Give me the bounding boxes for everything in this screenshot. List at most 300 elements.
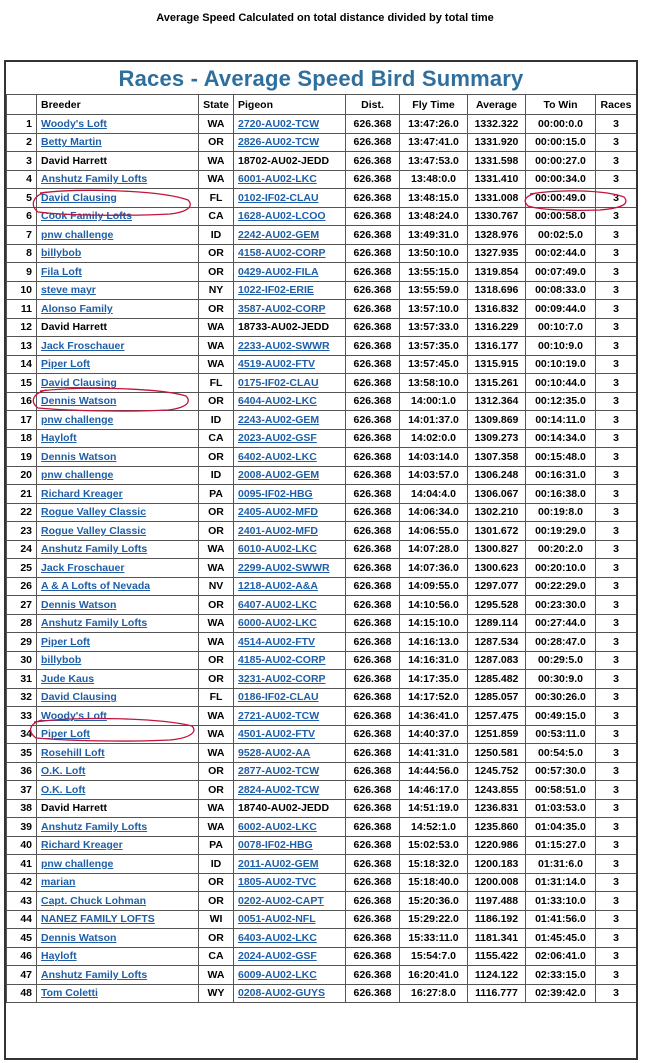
breeder-link[interactable]: Rogue Valley Classic: [41, 524, 147, 537]
rank-cell: 2: [26, 136, 32, 149]
dist-cell: [346, 688, 400, 707]
fly-time-cell: [400, 115, 468, 134]
average-cell: [468, 707, 526, 726]
to-win-cell: 00:16:31.0: [535, 469, 586, 482]
pigeon-link[interactable]: 2023-AU02-GSF: [238, 432, 317, 445]
state-cell: NY: [208, 284, 224, 297]
table-row: [7, 300, 637, 319]
breeder-link[interactable]: O.K. Loft: [41, 783, 86, 796]
breeder-link[interactable]: Dennis Watson: [41, 598, 117, 611]
dist-cell: [346, 189, 400, 208]
table-row: [7, 263, 637, 282]
races-cell: [596, 392, 637, 411]
races-cell: [596, 818, 637, 837]
pigeon-cell: [234, 318, 346, 337]
table-row: [7, 411, 637, 430]
breeder-link[interactable]: Rogue Valley Classic: [41, 506, 147, 519]
pigeon-link[interactable]: 0208-AU02-GUYS: [238, 987, 325, 1000]
dist-cell: [346, 429, 400, 448]
races-cell: 3: [613, 247, 619, 260]
pigeon-link[interactable]: 6001-AU02-LKC: [238, 173, 317, 186]
races-cell: [596, 744, 637, 763]
breeder-link[interactable]: O.K. Loft: [41, 765, 86, 778]
state-cell: OR: [208, 395, 224, 408]
pigeon-cell: [234, 892, 346, 911]
races-cell: [596, 355, 637, 374]
breeder-cell: [37, 966, 199, 985]
average-cell: 1250.581: [474, 746, 519, 759]
dist-cell: [346, 281, 400, 300]
pigeon-link[interactable]: 4501-AU02-FTV: [238, 728, 316, 741]
breeder-link[interactable]: Jack Froschauer: [41, 339, 125, 352]
to-win-cell: [526, 799, 596, 818]
pigeon-link[interactable]: 2024-AU02-GSF: [238, 950, 317, 963]
average-cell: 1243.855: [474, 783, 519, 796]
table-row: [7, 392, 637, 411]
state-cell: [199, 337, 234, 356]
state-cell: FL: [209, 691, 223, 704]
dist-cell: [346, 651, 400, 670]
dist-cell: 626.368: [353, 136, 392, 149]
pigeon-cell: [234, 688, 346, 707]
races-cell: 3: [613, 265, 619, 278]
breeder-link[interactable]: Capt. Chuck Lohman: [41, 894, 147, 907]
dist-cell: [346, 836, 400, 855]
dist-cell: 626.368: [353, 524, 392, 537]
state-cell: FL: [209, 191, 223, 204]
fly-time-cell: 14:00:1.0: [411, 395, 456, 408]
average-cell: [468, 337, 526, 356]
state-cell: [199, 503, 234, 522]
average-cell: [468, 596, 526, 615]
rank-cell: 4: [26, 173, 32, 186]
fly-time-cell: 14:52:1.0: [411, 820, 456, 833]
to-win-cell: 00:54:5.0: [538, 746, 583, 759]
pigeon-link[interactable]: 2008-AU02-GEM: [238, 469, 320, 482]
to-win-cell: [526, 633, 596, 652]
rank-cell: 26: [20, 580, 32, 593]
pigeon-cell: [234, 836, 346, 855]
state-cell: [199, 762, 234, 781]
table-row: [7, 577, 637, 596]
breeder-link[interactable]: Dennis Watson: [41, 450, 117, 463]
fly-time-cell: 13:57:33.0: [408, 321, 459, 334]
fly-time-cell: 14:41:31.0: [408, 746, 459, 759]
breeder-link[interactable]: Richard Kreager: [41, 839, 123, 852]
state-cell: WA: [207, 617, 225, 630]
rank-cell: [7, 281, 37, 300]
rank-cell: 25: [20, 561, 32, 574]
races-cell: 3: [613, 376, 619, 389]
pigeon-link[interactable]: 0175-IF02-CLAU: [238, 376, 319, 389]
average-cell: 1251.859: [474, 728, 519, 741]
breeder-link[interactable]: Piper Loft: [41, 358, 90, 371]
to-win-cell: [526, 170, 596, 189]
average-cell: [468, 540, 526, 559]
state-cell: [199, 781, 234, 800]
state-cell: [199, 818, 234, 837]
to-win-cell: [526, 614, 596, 633]
rank-cell: [7, 318, 37, 337]
breeder-link[interactable]: Fila Loft: [41, 265, 82, 278]
state-cell: CA: [208, 950, 224, 963]
breeder-cell: [37, 392, 199, 411]
average-cell: 1315.915: [474, 358, 519, 371]
pigeon-link[interactable]: 3587-AU02-CORP: [238, 302, 326, 315]
pigeon-header: Pigeon: [234, 95, 346, 115]
to-win-cell: [526, 207, 596, 226]
dist-cell: [346, 374, 400, 393]
pigeon-link[interactable]: 6000-AU02-LKC: [238, 617, 317, 630]
dist-cell: [346, 485, 400, 504]
dist-cell: [346, 263, 400, 282]
breeder-link[interactable]: pnw challenge: [41, 857, 114, 870]
state-cell: ID: [210, 413, 222, 426]
rank-cell: 16: [20, 395, 32, 408]
pigeon-link[interactable]: 2233-AU02-SWWR: [238, 339, 330, 352]
breeder-cell: [37, 688, 199, 707]
pigeon-link[interactable]: 0078-IF02-HBG: [238, 839, 313, 852]
to-win-cell: [526, 984, 596, 1003]
pigeon-link[interactable]: 6009-AU02-LKC: [238, 968, 317, 981]
dist-cell: [346, 596, 400, 615]
races-cell: [596, 448, 637, 467]
pigeon-cell: [234, 670, 346, 689]
state-cell: [199, 429, 234, 448]
average-cell: [468, 744, 526, 763]
races-cell: [596, 226, 637, 245]
to-win-cell: 01:03:53.0: [535, 802, 586, 815]
pigeon-link[interactable]: 0102-IF02-CLAU: [238, 191, 319, 204]
pigeon-link[interactable]: 4185-AU02-CORP: [238, 654, 326, 667]
report-title: Races - Average Speed Bird Summary: [118, 66, 524, 91]
summary-table: [6, 94, 637, 1003]
fly-time-cell: 16:27:8.0: [411, 987, 456, 1000]
summary-frame: [4, 60, 638, 1060]
breeder-cell: [37, 374, 199, 393]
breeder-link[interactable]: Cook Family Lofts: [41, 210, 133, 223]
state-cell: [199, 929, 234, 948]
average-cell: 1186.192: [474, 913, 519, 926]
races-cell: [596, 503, 637, 522]
dist-cell: 626.368: [353, 450, 392, 463]
breeder-link[interactable]: A & A Lofts of Nevada: [41, 580, 151, 593]
breeder-link[interactable]: Piper Loft: [41, 728, 90, 741]
races-cell: 3: [613, 506, 619, 519]
pigeon-cell: [234, 633, 346, 652]
table-row: [7, 947, 637, 966]
races-cell: [596, 873, 637, 892]
breeder-link[interactable]: Jack Froschauer: [41, 561, 125, 574]
breeder-link[interactable]: Piper Loft: [41, 635, 90, 648]
dist-cell: [346, 448, 400, 467]
to-win-cell: 00:09:44.0: [535, 302, 586, 315]
state-cell: WA: [207, 321, 225, 334]
breeder-link[interactable]: Hayloft: [41, 432, 77, 445]
dist-cell: 626.368: [353, 987, 392, 1000]
average-cell: 1197.488: [474, 894, 519, 907]
to-win-cell: 00:00:15.0: [535, 136, 586, 149]
breeder-link[interactable]: Woody's Loft: [41, 117, 107, 130]
to-win-header: To Win: [526, 95, 596, 115]
pigeon-cell: [234, 947, 346, 966]
table-row: [7, 966, 637, 985]
pigeon-link[interactable]: 0186-IF02-CLAU: [238, 691, 319, 704]
breeder-link[interactable]: NANEZ FAMILY LOFTS: [41, 913, 155, 926]
dist-cell: 626.368: [353, 672, 392, 685]
dist-cell: [346, 466, 400, 485]
state-cell: WA: [207, 820, 225, 833]
average-cell: [468, 152, 526, 171]
rank-cell: 17: [20, 413, 32, 426]
rank-cell: [7, 596, 37, 615]
races-cell: 3: [613, 617, 619, 630]
pigeon-link[interactable]: 0202-AU02-CAPT: [238, 894, 324, 907]
dist-cell: [346, 984, 400, 1003]
state-header: State: [199, 95, 234, 115]
fly-time-cell: 14:10:56.0: [408, 598, 459, 611]
breeder-link[interactable]: Dennis Watson: [41, 931, 117, 944]
rank-cell: [7, 633, 37, 652]
rank-cell: [7, 207, 37, 226]
breeder-link[interactable]: pnw challenge: [41, 228, 114, 241]
average-cell: [468, 281, 526, 300]
pigeon-cell: [234, 207, 346, 226]
state-cell: OR: [208, 265, 224, 278]
dist-cell: [346, 133, 400, 152]
pigeon-link[interactable]: 2721-AU02-TCW: [238, 709, 320, 722]
average-cell: [468, 392, 526, 411]
breeder-link[interactable]: David Clausing: [41, 691, 117, 704]
breeder-header: Breeder: [37, 95, 199, 115]
average-cell: 1306.067: [474, 487, 519, 500]
fly-time-cell: [400, 818, 468, 837]
state-cell: WA: [207, 635, 225, 648]
average-cell: 1297.077: [474, 580, 519, 593]
breeder-link[interactable]: Betty Martin: [41, 136, 102, 149]
rank-cell: 47: [20, 968, 32, 981]
pigeon-link[interactable]: 0051-AU02-NFL: [238, 913, 316, 926]
rank-cell: 3: [26, 154, 32, 167]
rank-cell: [7, 910, 37, 929]
pigeon-cell: [234, 374, 346, 393]
pigeon-link[interactable]: 0095-IF02-HBG: [238, 487, 313, 500]
table-row: [7, 466, 637, 485]
average-cell: [468, 374, 526, 393]
breeder-cell: [37, 170, 199, 189]
races-cell: 3: [613, 432, 619, 445]
pigeon-link[interactable]: 2242-AU02-GEM: [238, 228, 320, 241]
pigeon-link[interactable]: 1022-IF02-ERIE: [238, 284, 314, 297]
fly-time-cell: [400, 411, 468, 430]
breeder-cell: [37, 318, 199, 337]
fly-time-cell: 14:06:55.0: [408, 524, 459, 537]
pigeon-link[interactable]: 9528-AU02-AA: [238, 746, 311, 759]
breeder-link[interactable]: Jude Kaus: [41, 672, 95, 685]
breeder-cell: [37, 614, 199, 633]
table-row: [7, 133, 637, 152]
average-cell: 1309.869: [474, 413, 519, 426]
fly-time-cell: [400, 263, 468, 282]
breeder-link[interactable]: Anshutz Family Lofts: [41, 173, 148, 186]
table-row: [7, 892, 637, 911]
dist-cell: [346, 152, 400, 171]
state-cell: ID: [210, 228, 222, 241]
breeder-link[interactable]: pnw challenge: [41, 469, 114, 482]
breeder-link[interactable]: Tom Coletti: [41, 987, 98, 1000]
pigeon-link[interactable]: 2826-AU02-TCW: [238, 136, 320, 149]
state-cell: [199, 466, 234, 485]
breeder-link[interactable]: David Clausing: [41, 191, 117, 204]
pigeon-cell: [234, 577, 346, 596]
pigeon-link[interactable]: 6002-AU02-LKC: [238, 820, 317, 833]
average-cell: 1285.482: [474, 672, 519, 685]
to-win-cell: [526, 133, 596, 152]
pigeon-link[interactable]: 6402-AU02-LKC: [238, 450, 317, 463]
rank-cell: [7, 670, 37, 689]
breeder-link[interactable]: steve mayr: [41, 284, 96, 297]
pigeon-link[interactable]: 4519-AU02-FTV: [238, 358, 316, 371]
breeder-link[interactable]: Woody's Loft: [41, 709, 107, 722]
breeder-link[interactable]: Anshutz Family Lofts: [41, 617, 148, 630]
dist-cell: [346, 244, 400, 263]
breeder-link[interactable]: Hayloft: [41, 950, 77, 963]
races-cell: 3: [613, 561, 619, 574]
breeder-link[interactable]: Anshutz Family Lofts: [41, 543, 148, 556]
dist-cell: [346, 744, 400, 763]
to-win-cell: [526, 189, 596, 208]
pigeon-link[interactable]: 2011-AU02-GEM: [238, 857, 319, 870]
breeder-cell: [37, 189, 199, 208]
pigeon-link[interactable]: 1805-AU02-TVC: [238, 876, 317, 889]
rank-cell: [7, 966, 37, 985]
rank-cell: 6: [26, 210, 32, 223]
average-cell: [468, 762, 526, 781]
races-cell: [596, 485, 637, 504]
state-cell: OR: [208, 247, 224, 260]
dist-cell: [346, 762, 400, 781]
to-win-cell: [526, 263, 596, 282]
to-win-cell: [526, 503, 596, 522]
fly-time-cell: 14:01:37.0: [408, 413, 459, 426]
pigeon-link[interactable]: 6407-AU02-LKC: [238, 598, 317, 611]
pigeon-link[interactable]: 6403-AU02-LKC: [238, 931, 317, 944]
table-row: [7, 115, 637, 134]
breeder-link[interactable]: Rosehill Loft: [41, 746, 105, 759]
state-cell: [199, 707, 234, 726]
pigeon-link[interactable]: 6404-AU02-LKC: [238, 395, 317, 408]
breeder-link[interactable]: billybob: [41, 654, 82, 667]
rank-cell: [7, 762, 37, 781]
pigeon-link[interactable]: 4514-AU02-FTV: [238, 635, 316, 648]
rank-cell: [7, 374, 37, 393]
dist-cell: 626.368: [353, 876, 392, 889]
pigeon-link[interactable]: 2299-AU02-SWWR: [238, 561, 330, 574]
pigeon-link[interactable]: 1628-AU02-LCOO: [238, 210, 326, 223]
breeder-link[interactable]: Dennis Watson: [41, 395, 117, 408]
breeder-link[interactable]: marian: [41, 876, 76, 889]
table-row: [7, 596, 637, 615]
dist-header: Dist.: [346, 95, 400, 115]
dist-cell: 626.368: [353, 228, 392, 241]
to-win-cell: 02:06:41.0: [535, 950, 586, 963]
state-cell: [199, 984, 234, 1003]
pigeon-link[interactable]: 4158-AU02-CORP: [238, 247, 326, 260]
races-cell: [596, 152, 637, 171]
state-cell: [199, 522, 234, 541]
races-cell: [596, 984, 637, 1003]
pigeon-link[interactable]: 2877-AU02-TCW: [238, 765, 320, 778]
rank-cell: [7, 725, 37, 744]
pigeon-link[interactable]: 3231-AU02-CORP: [238, 672, 326, 685]
pigeon-link[interactable]: 2824-AU02-TCW: [238, 783, 320, 796]
pigeon-link[interactable]: 0429-AU02-FILA: [238, 265, 319, 278]
breeder-link[interactable]: David Clausing: [41, 376, 117, 389]
to-win-cell: 00:10:7.0: [538, 321, 583, 334]
to-win-cell: 00:30:26.0: [535, 691, 586, 704]
to-win-cell: 00:20:2.0: [538, 543, 583, 556]
races-cell: [596, 170, 637, 189]
breeder-link[interactable]: Anshutz Family Lofts: [41, 968, 148, 981]
breeder-link[interactable]: Alonso Family: [41, 302, 113, 315]
pigeon-link[interactable]: 2405-AU02-MFD: [238, 506, 318, 519]
to-win-cell: 01:31:14.0: [535, 876, 586, 889]
breeder-link[interactable]: pnw challenge: [41, 413, 114, 426]
pigeon-cell: [234, 707, 346, 726]
dist-cell: 626.368: [353, 728, 392, 741]
dist-cell: [346, 966, 400, 985]
average-cell: [468, 984, 526, 1003]
pigeon-link[interactable]: 6010-AU02-LKC: [238, 543, 317, 556]
fly-time-cell: [400, 651, 468, 670]
to-win-cell: [526, 744, 596, 763]
to-win-cell: [526, 892, 596, 911]
average-cell: [468, 170, 526, 189]
average-cell: [468, 318, 526, 337]
dist-cell: [346, 226, 400, 245]
races-cell: [596, 947, 637, 966]
pigeon-link[interactable]: 2401-AU02-MFD: [238, 524, 318, 537]
pigeon-link[interactable]: 2243-AU02-GEM: [238, 413, 320, 426]
pigeon-link[interactable]: 2720-AU02-TCW: [238, 117, 320, 130]
to-win-cell: [526, 873, 596, 892]
breeder-cell: [37, 244, 199, 263]
table-row: [7, 226, 637, 245]
to-win-cell: 00:00:34.0: [535, 173, 586, 186]
state-cell: [199, 559, 234, 578]
rank-cell: [7, 133, 37, 152]
fly-time-cell: 14:16:31.0: [408, 654, 459, 667]
dist-cell: [346, 910, 400, 929]
to-win-cell: 00:23:30.0: [535, 598, 586, 611]
breeder-link[interactable]: Anshutz Family Lofts: [41, 820, 148, 833]
fly-time-cell: [400, 984, 468, 1003]
breeder-link[interactable]: Richard Kreager: [41, 487, 123, 500]
breeder-cell: [37, 577, 199, 596]
breeder-cell: [37, 799, 199, 818]
dist-cell: [346, 929, 400, 948]
breeder-cell: [37, 855, 199, 874]
breeder-link[interactable]: billybob: [41, 247, 82, 260]
dist-cell: 626.368: [353, 191, 392, 204]
table-row: [7, 910, 637, 929]
fly-time-cell: 14:46:17.0: [408, 783, 459, 796]
breeder-cell: [37, 984, 199, 1003]
average-cell: [468, 781, 526, 800]
pigeon-link[interactable]: 1218-AU02-A&A: [238, 580, 318, 593]
table-row: [7, 614, 637, 633]
races-cell: 3: [613, 728, 619, 741]
